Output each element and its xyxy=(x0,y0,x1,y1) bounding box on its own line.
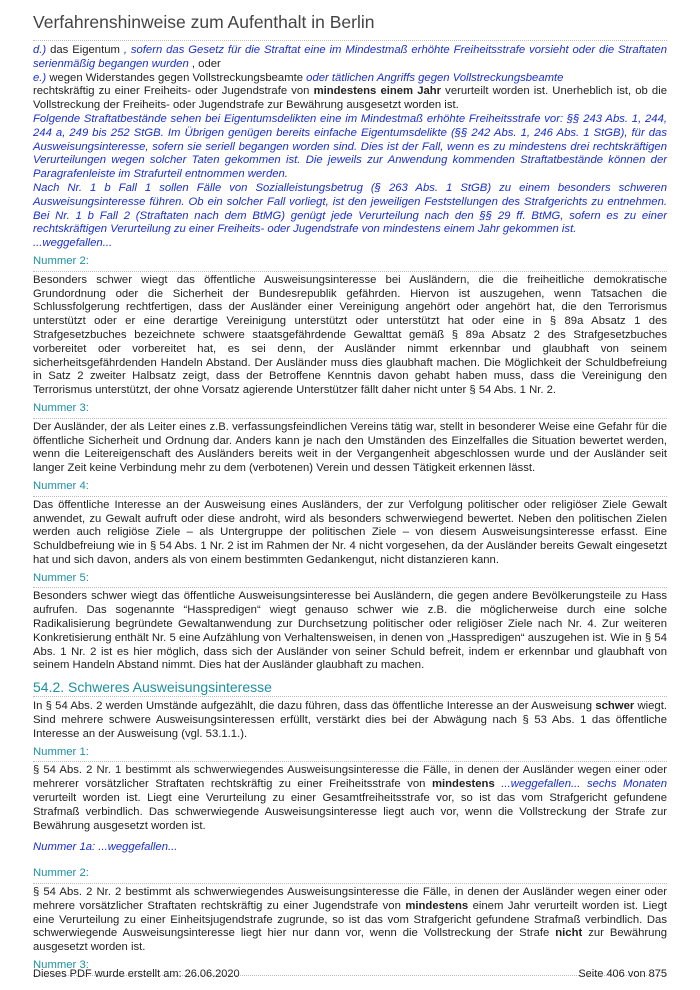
paragraph: Das öffentliche Interesse an der Ausweisung eines Ausländers, der zur Verfolgung politischer oder religiöser Ziele Gewalt anwendet, zu Gewalt aufruft oder diese androht, wird als besonders schwerwiegend bewertet. Neben den politischen Zielen werden auch religiöse Ziele – als Untergruppe der politischen Ziele – von diesem Ausweisungsinteresse erfasst. Eine Schuldbefreiung wie in § 54 Abs. 1 Nr. 2 ist im Rahmen der Nr. 4 nicht vorgesehen, da der Ausländer bereits Gewalt eingesetzt hat und sich davon, anders als von einem bestimmten Gedankengut, nicht distanzieren kann. xyxy=(33,498,667,566)
section-heading: Nummer 3: xyxy=(33,959,667,976)
removed-note: Nummer 1a: ...weggefallen... xyxy=(33,841,178,854)
paragraph: Besonders schwer wiegt das öffentliche Ausweisungsinteresse bei Ausländern, die die freiheitliche demokratische Grundordnung oder die Sicherheit der Bundesrepublik gefährden. Hiervon ist auszugehen, wenn Tatsachen die Schlussfolgerung rechtfertigen, dass der Ausländer einer Vereinigung angehört oder angehört hat, die den Terrorismus unterstützt oder er eine derartige Vereinigung unterstützt oder unterstützt hat oder eine in § 89a Absatz 1 des Strafgesetzbuches bezeichnete schwere staatsgefährdende Gewalttat gemäß § 89a Absatz 2 des Strafgesetzbuches vorbereitet oder vorbereitet hat, es sei denn, der Ausländer nimmt erkennbar und glaubhaft von seinem sicherheitsgefährdenden Handeln Abstand. Der Ausländer muss dies glaubhaft machen. Die Möglichkeit der Schuldbefreiung in Satz 2 zweiter Halbsatz zeigt, dass der Betroffene Kenntnis davon gehabt haben muss, dass die Vereinigung den Terrorismus unterstützt, der ohne Vorsatz agierende Unterstützer fällt daher nicht unter § 54 Abs. 1 Nr. 2. xyxy=(33,273,667,397)
chapter-heading: 54.2. Schweres Ausweisungsinteresse xyxy=(33,678,667,697)
item-d-label: d.) xyxy=(33,44,47,56)
creation-date: Dieses PDF wurde erstellt am: 26.06.2020 xyxy=(33,968,240,980)
item-d: d.) das Eigentum , sofern das Gesetz für die Straftat eine im Mindestmaß erhöhte Freiheitsstrafe vorsieht oder die Straftaten serienmäßig begangen wurden , oder xyxy=(33,44,667,70)
section-heading: Nummer 2: xyxy=(33,255,667,272)
section-heading: Nummer 3: xyxy=(33,402,667,419)
paragraph: Nach Nr. 1 b Fall 1 sollen Fälle von Sozialleistungsbetrug (§ 263 Abs. 1 StGB) zu einem besonders schweren Ausweisungsinteresse führen. Ob ein solcher Fall vorliegt, ist den jeweiligen Feststellungen des Strafgerichts zu entnehmen. Bei Nr. 1 b Fall 2 (Straftaten nach dem BtMG) genügt jede Verurteilung nach den §§ 29 ff. BtMG, sofern es zu einer rechtskräftigen Verurteilung zu einer Freiheits- oder Jugendstrafe von mindestens einem Jahr gekommen ist. xyxy=(33,181,667,236)
paragraph: § 54 Abs. 2 Nr. 1 bestimmt als schwerwiegendes Ausweisungsinteresse die Fälle, in denen der Ausländer wegen einer oder mehrerer vorsätzlicher Straftaten rechtskräftig zu einer Freiheitsstrafe von mindestens ...weggefallen... sechs Monaten verurteilt worden ist. Liegt eine Verurteilung zu einer Gesamtfreiheitsstrafe vor, so ist das vom Strafgericht gefundene Strafmaß verbindlich. Das schwerwiegende Ausweisungsinteresse liegt auch vor, wenn die Vollstreckung der Strafe zur Bewährung ausgesetzt worden ist. xyxy=(33,764,667,832)
section-heading: Nummer 2: xyxy=(33,867,667,884)
paragraph: Besonders schwer wiegt das öffentliche Ausweisungsinteresse bei Ausländern, die gegen andere Bevölkerungsteile zu Hass aufrufen. Das sogenannte “Hasspredigen“ wiegt genauso schwer wie z.B. die möglicherweise durch eine solche Radikalisierung begründete Gewaltanwendung zur Durchsetzung politischer oder religiöser Ziele nach Nr. 4. Zur weiteren Konkretisierung enthält Nr. 5 eine Aufzählung von Verhaltensweisen, in denen von „Hasspredigen“ auszugehen ist. Wie in § 54 Abs. 1 Nr. 2 ist es hier möglich, dass sich der Ausländer von seiner Schuld befreit, indem er erkennbar und glaubhaft von seinem Handeln Abstand nimmt. Dies hat der Ausländer glaubhaft zu machen. xyxy=(33,590,667,672)
paragraph: In § 54 Abs. 2 werden Umstände aufgezählt, die dazu führen, dass das öffentliche Interesse an der Ausweisung schwer wiegt. Sind mehrere schwere Ausweisungsinteressen erfüllt, verstärkt dies bei der Abwägung nach § 53 Abs. 1 das öffentliche Interesse an der Ausweisung (vgl. 53.1.1.). xyxy=(33,700,667,740)
paragraph: rechtskräftig zu einer Freiheits- oder Jugendstrafe von mindestens einem Jahr verurteilt worden ist. Unerheblich ist, ob die Vollstreckung der Freiheits- oder Jugendstrafe zur Bewährung ausgesetzt worden ist. xyxy=(33,85,667,112)
section-heading: Nummer 5: xyxy=(33,572,667,589)
removed-note: ...weggefallen... xyxy=(33,237,113,250)
paragraph: Der Ausländer, der als Leiter eines z.B. verfassungsfeindlichen Vereins tätig war, stellt in besonderer Weise eine Gefahr für die öffentliche Sicherheit und Ordnung dar. Anders kann je nach den Umständen des Einzelfalles die Situation bewertet werden, wenn die Leitereigenschaft des Ausländers bereits weit in der Vergangenheit abgeschlossen wurde und der Ausländer seit langer Zeit keine Verbindung mehr zu dem (verbotenen) Verein und dessen Tätigkeit erkennen lässt. xyxy=(33,420,667,475)
page-title: Verfahrenshinweise zum Aufenthalt in Berlin xyxy=(33,12,667,41)
paragraph: § 54 Abs. 2 Nr. 2 bestimmt als schwerwiegendes Ausweisungsinteresse die Fälle, in denen der Ausländer wegen einer oder mehrere vorsätzlicher Straftaten rechtskräftig zu einer Jugendstrafe von mindestens einem Jahr verurteilt worden ist. Liegt eine Verurteilung zu einer Einheitsjugendstrafe zugrunde, so ist das vom Strafgericht gefundene Strafmaß verbindlich. Das schwerwiegende Ausweisungsinteresse liegt hier nur dann vor, wenn die Vollstreckung der Strafe nicht zur Bewährung ausgesetzt worden ist. xyxy=(33,886,668,954)
page-number: Seite 406 von 875 xyxy=(578,968,667,980)
paragraph: Folgende Straftatbestände sehen bei Eigentumsdelikten eine im Mindestmaß erhöhte Freiheitsstrafe vor: §§ 243 Abs. 1, 244, 244 a, 249 bis 252 StGB. Im Übrigen genügen bereits einfache Eigentumsdelikte (§§ 242 Abs. 1, 246 Abs. 1 StGB), für das Ausweisungsinteresse, sofern sie seriell begangen worden sind. Dies ist der Fall, wenn es zu mindestens drei rechtskräftigen Verurteilungen wegen solcher Taten gekommen ist. Die jeweils zur Anwendung kommenden Straftatbestände können der Paragrafenleiste im Strafurteil entnommen werden. xyxy=(33,112,667,181)
section-heading: Nummer 4: xyxy=(33,480,667,497)
section-heading: Nummer 1: xyxy=(33,746,667,763)
page-footer xyxy=(33,968,667,980)
item-e: e.) wegen Widerstandes gegen Vollstreckungsbeamte oder tätlichen Angriffs gegen Vollstreckungsbeamte xyxy=(33,71,564,84)
document-page xyxy=(33,0,667,978)
item-e-label: e.) xyxy=(33,71,47,84)
